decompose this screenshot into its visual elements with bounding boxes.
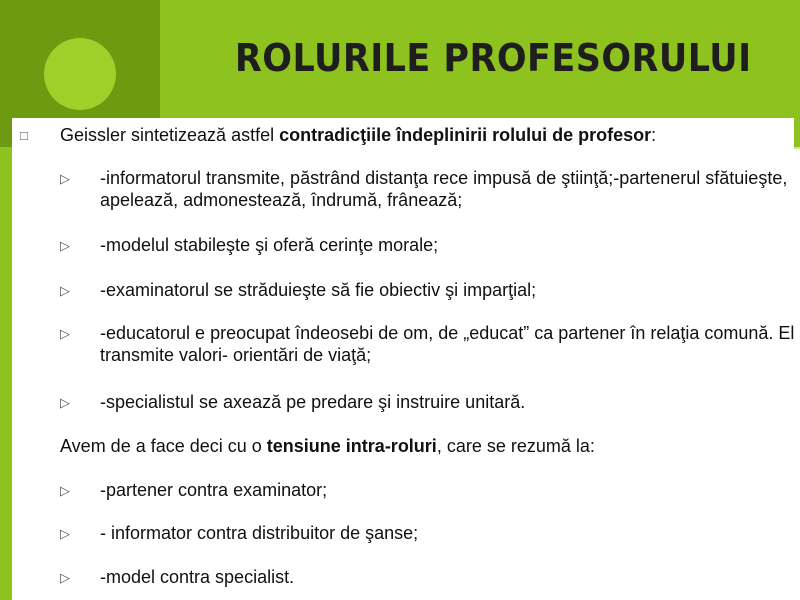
slide-content (12, 118, 794, 600)
tension-item: -model contra specialist. (100, 567, 295, 587)
triangle-bullet-icon: ▷ (60, 395, 70, 410)
square-bullet-icon: □ (20, 128, 28, 143)
triangle-bullet-icon: ▷ (60, 326, 70, 341)
tension-item: - informator contra distribuitor de şanse; (100, 523, 419, 543)
summary-line (60, 435, 800, 457)
summary-prefix: Avem de a face deci cu o (60, 436, 267, 456)
triangle-bullet-icon: ▷ (60, 570, 70, 585)
intro-bold: contradicţiile îndeplinirii rolului de profesor (279, 125, 652, 145)
intro-prefix: Geissler sintetizează astfel (60, 125, 280, 145)
role-item: -examinatorul se străduieşte să fie obiectiv şi imparţial; (100, 280, 537, 300)
role-item: -modelul stabileşte şi oferă cerinţe morale; (100, 235, 439, 255)
triangle-bullet-icon: ▷ (60, 526, 70, 541)
intro-line (60, 124, 800, 146)
triangle-bullet-icon: ▷ (60, 283, 70, 298)
circle-decoration (44, 38, 116, 110)
role-item: -specialistul se axează pe predare şi instruire unitară. (100, 392, 526, 412)
summary-bold: tensiune intra-roluri (266, 436, 437, 456)
triangle-bullet-icon: ▷ (60, 171, 70, 186)
slide-title: ROLURILE PROFESORULUI (235, 36, 752, 80)
triangle-bullet-icon: ▷ (60, 483, 70, 498)
role-item: -informatorul transmite, păstrând distanţa rece impusă de ştiinţă;-partenerul sfătuieşte, apelează, admonestează, îndrumă, frânează; (100, 168, 788, 210)
triangle-bullet-icon: ▷ (60, 238, 70, 253)
role-item: -educatorul e preocupat îndeosebi de om, de „educat” ca partener în relaţia comună. El transmite valori- orientări de viaţă; (100, 323, 795, 365)
tension-item: -partener contra examinator; (100, 480, 328, 500)
intro-suffix: : (651, 125, 657, 145)
summary-suffix: , care se rezumă la: (436, 436, 595, 456)
